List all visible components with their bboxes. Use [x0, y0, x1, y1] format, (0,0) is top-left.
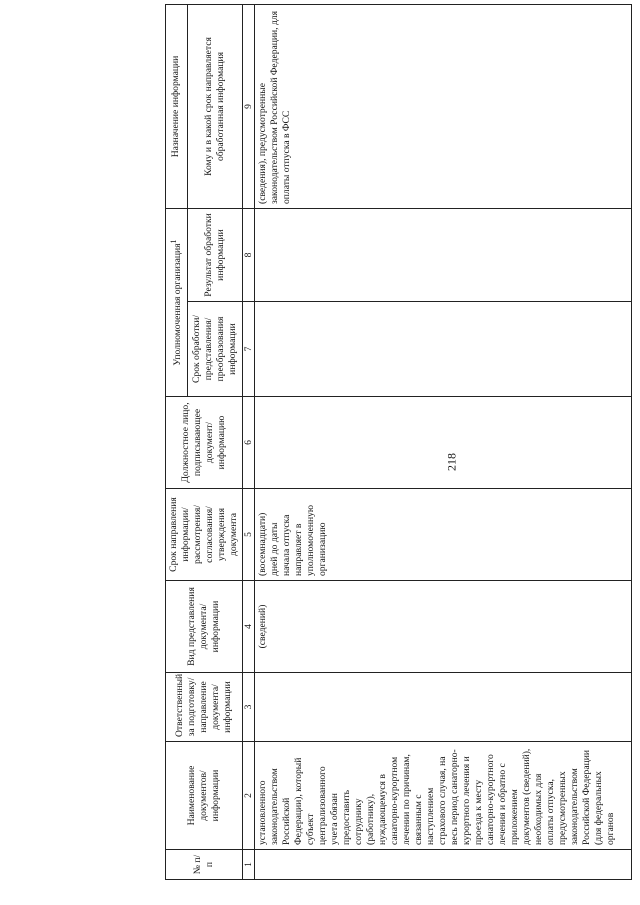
- column-number: 9: [243, 5, 255, 209]
- column-number: 8: [243, 209, 255, 302]
- header-col-3: Ответственный за подготовку/ направление документа/ информации: [166, 673, 243, 742]
- header-col-5: Срок направления информации/ рассмотрения/ согласования/ утверждения документа: [166, 489, 243, 581]
- page-number: 218: [444, 453, 459, 471]
- cell-processing-deadline: [255, 302, 632, 397]
- cell-official: [255, 397, 632, 489]
- cell-responsible: [255, 673, 632, 742]
- authorized-org-footnote: 1: [169, 239, 179, 244]
- cell-recipient: (сведения), предусмотренные законодательством Российской Федерации, для оплаты отпуска в ФСС: [255, 5, 632, 209]
- cell-presentation: (сведений): [255, 581, 632, 673]
- header-col-9: Кому и в какой срок направляется обработанная информация: [187, 5, 242, 209]
- column-number: 4: [243, 581, 255, 673]
- procedure-table: [165, 4, 632, 880]
- column-number: 3: [243, 673, 255, 742]
- header-col-8: Результат обработки информации: [187, 209, 242, 302]
- header-col-7: Срок обработки/ представления/ преобразования информации: [187, 302, 242, 397]
- rotated-table-page: [165, 5, 630, 880]
- header-row-top: [166, 5, 188, 880]
- header-col-4: Вид представления документа/ информации: [166, 581, 243, 673]
- cell-number: [255, 850, 632, 880]
- header-col-6: Должностное лицо, подписывающее документ/ информацию: [166, 397, 243, 489]
- cell-document: установленного законодательством Российской Федерации), который субъект централизованного учета обязан предоставить сотруднику (работнику), нуждающемуся в санаторно-курортном лечении по причинам, связанным с наступлением страхового случая, на весь период санаторно-курортного лечения и проезда к месту санаторно-курортного лечения и обратно с приложением документов (сведений), необходимых для оплаты отпуска, предусмотренных законодательством Российской Федерации (для федеральных органов: [255, 742, 632, 850]
- header-col-1: № п/п: [166, 850, 243, 880]
- column-number: 1: [243, 850, 255, 880]
- table-row: [255, 5, 632, 880]
- header-band-purpose: Назначение информации: [166, 5, 188, 209]
- header-col-2: Наименование документов/ информации: [166, 742, 243, 850]
- column-number-row: [243, 5, 255, 880]
- column-number: 2: [243, 742, 255, 850]
- column-number: 7: [243, 302, 255, 397]
- column-number: 6: [243, 397, 255, 489]
- header-band-authorized-org: [166, 209, 188, 397]
- column-number: 5: [243, 489, 255, 581]
- authorized-org-label: Уполномоченная организация: [172, 243, 184, 366]
- cell-deadline: (восемнадцати) дней до даты начала отпуска направляет в уполномоченную организацию: [255, 489, 632, 581]
- cell-processing-result: [255, 209, 632, 302]
